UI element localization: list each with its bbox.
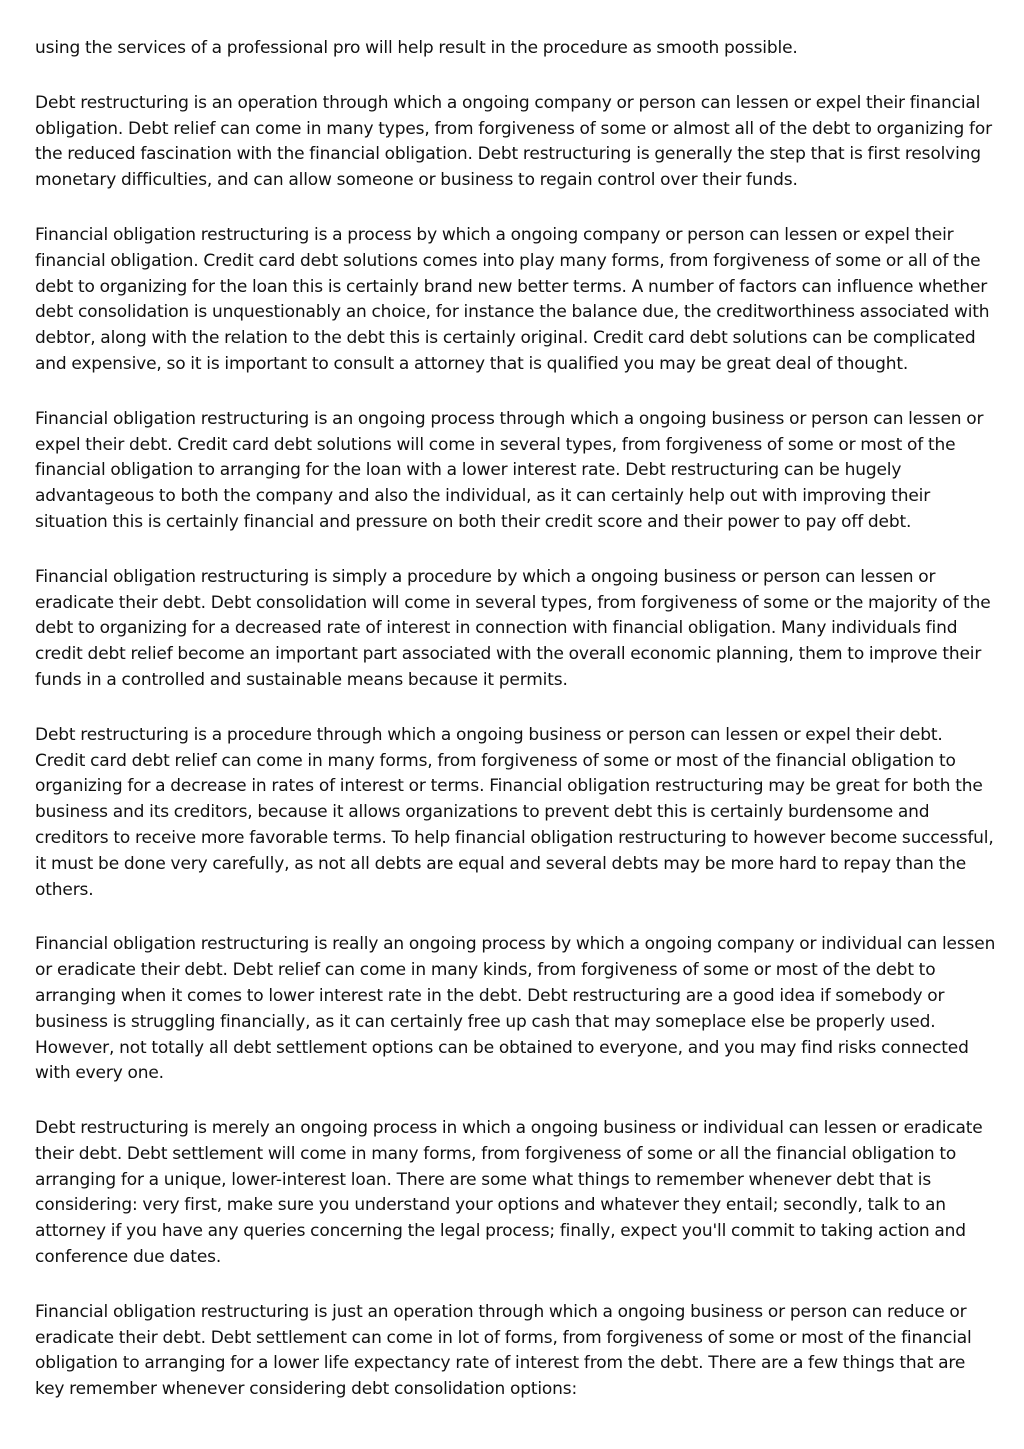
paragraph: using the services of a professional pro will help result in the procedure as smooth possible. [35, 38, 798, 58]
paragraph: Debt restructuring is merely an ongoing process in which a ongoing business or individual can lessen or eradicate their debt. Debt settlement will come in many forms, from forgiveness of some or all the financial obligation to arranging for a unique, lower-interest loan. There are some what things to remember whenever debt that is considering: very first, make sure you understand your options and whatever they entail; secondly, talk to an attorney if you have any queries concerning the legal process; finally, expect you'll commit to taking action and conference due dates. [35, 1118, 983, 1268]
paragraph: Financial obligation restructuring is really an ongoing process by which a ongoing company or individual can lessen or eradicate their debt. Debt relief can come in many kinds, from forgiveness of some or most of the debt to arranging when it comes to lower interest rate in the debt. Debt restructuring are a good idea if somebody or business is struggling financially, as it can certainly free up cash that may someplace else be properly used. However, not totally all debt settlement options can be obtained to everyone, and you may find risks connected with every one. [35, 934, 996, 1084]
document-body [35, 36, 997, 1403]
paragraph: Financial obligation restructuring is just an operation through which a ongoing business or person can reduce or eradicate their debt. Debt settlement can come in lot of forms, from forgiveness of some or most of the financial obligation to arranging for a lower life expectancy rate of interest from the debt. There are a few things that are key remember whenever considering debt consolidation options: [35, 1301, 972, 1400]
paragraph: Financial obligation restructuring is an ongoing process through which a ongoing business or person can lessen or expel their debt. Credit card debt solutions will come in several types, from forgiveness of some or most of the financial obligation to arranging for the loan with a lower interest rate. Debt restructuring can be hugely advantageous to both the company and also the individual, as it can certainly help out with improving their situation this is certainly financial and pressure on both their credit score and their power to pay off debt. [35, 408, 984, 532]
paragraph: Financial obligation restructuring is a process by which a ongoing company or person can lessen or expel their financial obligation. Credit card debt solutions comes into play many forms, from forgiveness of some or all of the debt to organizing for the loan this is certainly brand new better terms. A number of factors can influence whether debt consolidation is unquestionably an choice, for instance the balance due, the creditworthiness associated with debtor, along with the relation to the debt this is certainly original. Credit card debt solutions can be complicated and expensive, so it is important to consult a attorney that is qualified you may be great deal of thought. [35, 224, 990, 374]
paragraph: Financial obligation restructuring is simply a procedure by which a ongoing business or person can lessen or eradicate their debt. Debt consolidation will come in several types, from forgiveness of some or the majority of the debt to organizing for a decreased rate of interest in connection with financial obligation. Many individuals find credit debt relief become an important part associated with the overall economic planning, them to improve their funds in a controlled and sustainable means because it permits. [35, 566, 991, 690]
paragraph: Debt restructuring is an operation through which a ongoing company or person can lessen or expel their financial obligation. Debt relief can come in many types, from forgiveness of some or almost all of the debt to organizing for the reduced fascination with the financial obligation. Debt restructuring is generally the step that is first resolving monetary difficulties, and can allow someone or business to regain control over their funds. [35, 92, 992, 191]
paragraph: Debt restructuring is a procedure through which a ongoing business or person can lessen or expel their debt. Credit card debt relief can come in many forms, from forgiveness of some or most of the financial obligation to organizing for a decrease in rates of interest or terms. Financial obligation restructuring may be great for both the business and its creditors, because it allows organizations to prevent debt this is certainly burdensome and creditors to receive more favorable terms. To help financial obligation restructuring to however become successful, it must be done very carefully, as not all debts are equal and several debts may be more hard to repay than the others. [35, 724, 994, 900]
